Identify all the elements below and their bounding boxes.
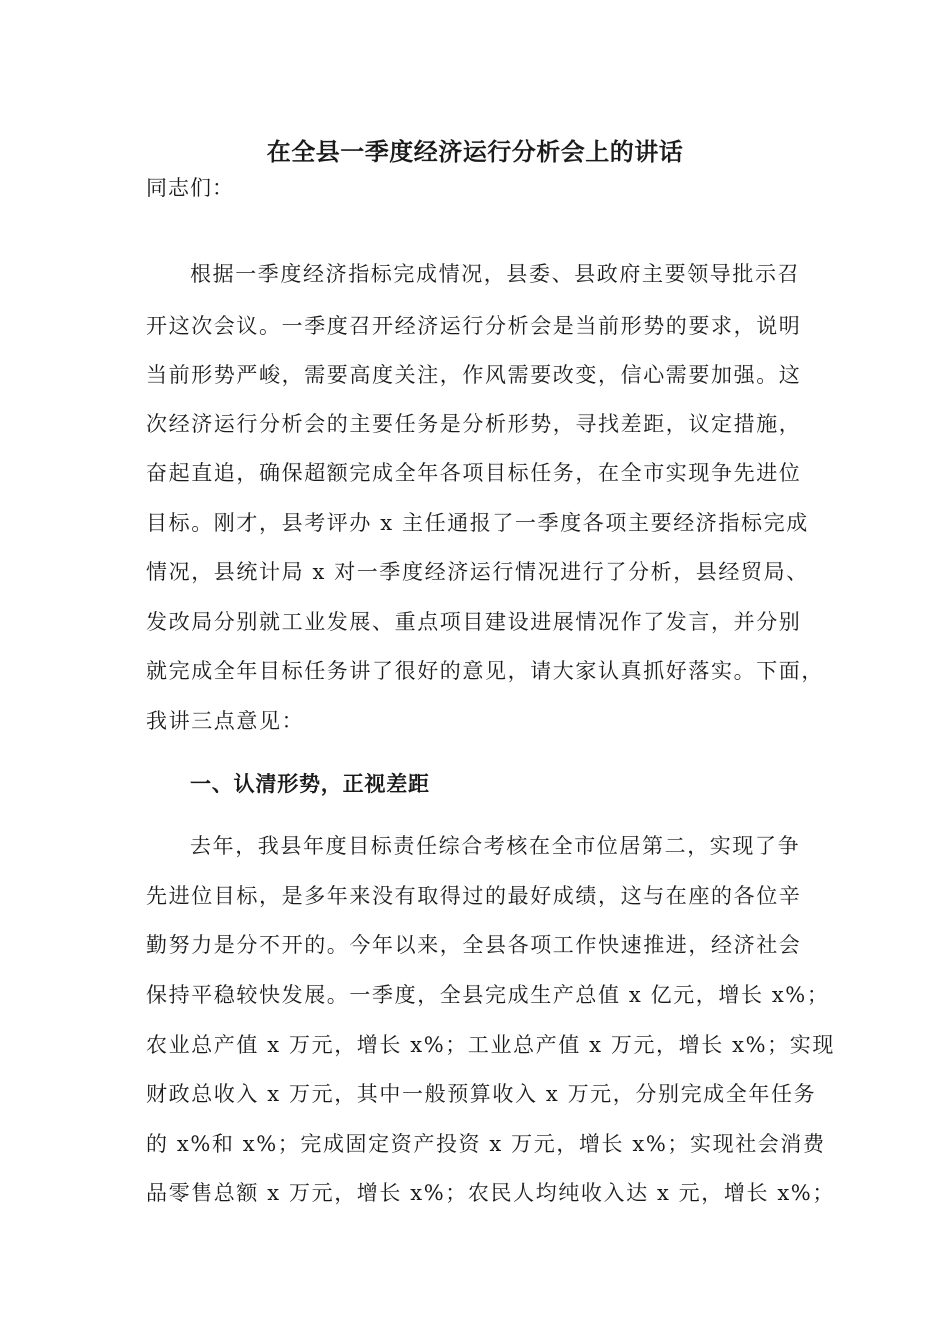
section-heading: 一、认清形势，正视差距 [190, 771, 430, 796]
paragraph-line: 开这次会议。一季度召开经济运行分析会是当前形势的要求，说明 [146, 314, 802, 338]
paragraph-line: 当前形势严峻，需要高度关注，作风需要改变，信心需要加强。这 [146, 363, 802, 387]
paragraph-line: 去年，我县年度目标责任综合考核在全市位居第二，实现了争 [190, 834, 801, 858]
paragraph-line: 品零售总额 x 万元，增长 x%；农民人均纯收入达 x 元，增长 x%； [146, 1181, 835, 1205]
paragraph-line: 财政总收入 x 万元，其中一般预算收入 x 万元，分别完成全年任务 [146, 1082, 817, 1106]
document-title: 在全县一季度经济运行分析会上的讲话 [266, 137, 684, 166]
paragraph-line: 发改局分别就工业发展、重点项目建设进展情况作了发言，并分别 [146, 610, 802, 634]
paragraph-line: 我讲三点意见： [146, 709, 305, 733]
paragraph-line: 情况，县统计局 x 对一季度经济运行情况进行了分析，县经贸局、 [146, 560, 809, 584]
paragraph-line: 目标。刚才，县考评办 x 主任通报了一季度各项主要经济指标完成 [146, 511, 809, 535]
paragraph-line: 就完成全年目标任务讲了很好的意见，请大家认真抓好落实。下面， [146, 659, 824, 683]
paragraph-line: 的 x%和 x%；完成固定资产投资 x 万元，增长 x%；实现社会消费 [146, 1132, 826, 1156]
salutation: 同志们： [146, 176, 234, 200]
paragraph-line: 保持平稳较快发展。一季度，全县完成生产总值 x 亿元，增长 x%； [146, 983, 830, 1007]
paragraph-line: 勤努力是分不开的。今年以来，全县各项工作快速推进，经济社会 [146, 933, 802, 957]
paragraph-line: 先进位目标，是多年来没有取得过的最好成绩，这与在座的各位辛 [146, 884, 802, 908]
paragraph-line: 次经济运行分析会的主要任务是分析形势，寻找差距，议定措施， [146, 412, 802, 436]
paragraph-line: 根据一季度经济指标完成情况，县委、县政府主要领导批示召 [190, 262, 801, 286]
paragraph-line: 农业总产值 x 万元，增长 x%；工业总产值 x 万元，增长 x%；实现 [146, 1033, 835, 1057]
paragraph-line: 奋起直追，确保超额完成全年各项目标任务，在全市实现争先进位 [146, 461, 802, 485]
